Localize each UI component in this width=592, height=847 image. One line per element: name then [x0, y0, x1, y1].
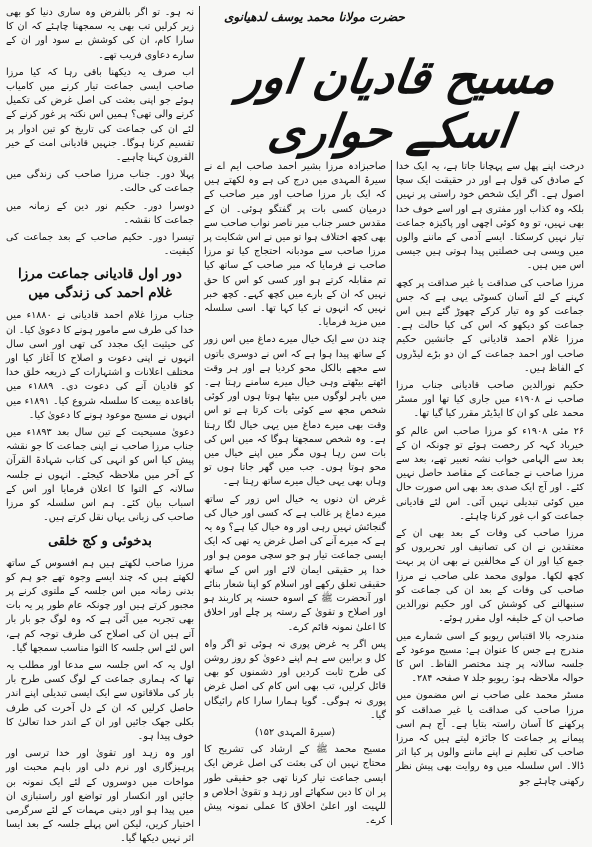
paragraph: اور وہ زہد اور تقویٰ اور خدا ترسی اور پرہیزگاری اور نرم دلی اور باہم محبت اور مواخات میں دوسروں کے لئے ایک نمونہ بن جائیں اور انکسار اور تواضع اور راستبازی ان میں پیدا ہو اور دینی مہمات کے لئے سرگرمی اختیار کریں، لیکن اس پہلے جلسہ کے بعد ایسا اثر نہیں دیکھا گیا۔ [6, 748, 194, 845]
paragraph: درخت اپنے پھل سے پہچانا جاتا ہے، یہ ایک خدا کے صادق کی قول ہے اور در حقیقت ایک سچا اصول ہے۔ اگر ایک شخص خود راستی پر نہیں بلکہ وہ کذاب اور مفتری ہے اور اسے خوف خدا بھی نہیں، تو وہ کوئی اچھی اور پاکیزہ جماعت تیار نہیں کرسکتا۔ ایسے آدمی کے ماننے والوں میں ویسی ہی خصلتیں پیدا ہوتی ہیں جیسی اس میں ہیں۔ [396, 161, 584, 272]
paragraph: جناب مرزا غلام احمد قادیانی نے ۱۸۸۰ء میں خدا کی طرف سے مامور ہونے کا دعویٰ کیا۔ ان کی حیثیت ایک مجدد کی تھی اور اسی سال انہوں نے اپنی دعوت و اصلاح کا آغاز کیا اور مختلف اعلانات و اشتہارات کے ذریعہ خلق خدا کو قادیان آنے کی دعوت دی۔ ۱۸۸۹ء میں باقاعدہ بیعت کا سلسلہ شروع کیا۔ ۱۸۹۱ء میں انہوں نے مسیح موعود ہونے کا دعویٰ کیا۔ [6, 310, 194, 421]
paragraph: مندرجہ بالا اقتباس ریویو کے اسی شمارے میں مندرج ہے جس کا عنوان ہے: مسیح موعود کے جلسہ سالانہ پر چند مختصر الفاظ۔ اس کا حوالہ ملاحظہ ہو: ریویو جلد ۷ صفحہ ۲۸۴۔ [396, 630, 584, 685]
paragraph: اول یہ کہ اس جلسہ سے مدعا اور مطلب یہ تھا کہ ہماری جماعت کے لوگ کسی طرح بار بار کی ملاقاتوں سے ایک ایسی تبدیلی اپنے اندر حاصل کرلیں کہ ان کے دل آخرت کی طرف بکلی جھک جائیں اور ان کے اندر خدا تعالیٰ کا خوف پیدا ہو۔ [6, 659, 194, 742]
paragraph: مسٹر محمد علی صاحب نے اس مضمون میں مرزا صاحب کی صداقت یا غیر صداقت کو پرکھنے کا آسان راستہ بتایا ہے۔ آج ہم اسی پیمانے پر جماعت کا جائزہ لیتے ہیں کہ مرزا صاحب کی تعلیم نے اپنے ماننے والوں پر کیا اثر ڈالا۔ اس سلسلہ میں وہ روایت بھی پیش نظر رکھنی چاہئے جو [396, 690, 584, 787]
paragraph: اب صرف یہ دیکھنا باقی رہا کہ کیا مرزا صاحب ایسی جماعت تیار کرنے میں کامیاب ہوئے جو اپنی بعثت کی اصل غرض کی تکمیل کرنے والی تھی؟ ہمیں اس نکتہ پر غور کرنے کے لئے ان کی جماعت کی تاریخ کو تین ادوار پر تقسیم کرنا ہوگا۔ جنہیں قادیانی امت کے خیر القرون کہنا چاہیے۔ [6, 66, 194, 164]
paragraph: غرض ان دنوں یہ خیال اس زور کے ساتھ میرے دماغ پر غالب ہے کہ کسی اور خیال کی گنجائش نہیں رہی اور وہ خیال کیا ہے؟ وہ یہ ہے کہ میرے آنے کی اصل غرض یہ تھی کہ ایک ایسی جماعت تیار ہو جو سچی مومن ہو اور خدا پر حقیقی ایمان لائے اور اس کے ساتھ حقیقی تعلق رکھے اور اسلام کو اپنا شعار بنائے اور آنحضرت ﷺ کے اسوہ حسنہ پر کاربند ہو اور اصلاح و تقویٰ کے رستہ پر چلے اور اخلاق کا اعلیٰ نمونہ قائم کرے۔ [204, 493, 386, 633]
text-column-left [6, 6, 194, 845]
section-heading: بدخوئی و کج خلقی [48, 533, 152, 549]
paragraph: چند دن سے ایک خیال میرے دماغ میں اس زور کے ساتھ پیدا ہوا ہے کہ اس نے دوسری باتوں سے مجھے بالکل محو کردیا ہے اور ہر وقت اٹھتے بیٹھتے وہی خیال میرے سامنے رہتا ہے۔ میں باہر لوگوں میں بیٹھا ہوتا ہوں اور کوئی شخص مجھ سے کوئی بات کرتا ہے تو اس وقت بھی میرے دماغ میں یہی خیال لگا رہتا ہے۔ وہ شخص سمجھتا ہوگا کہ میں اس کی بات سن رہا ہوں مگر میں اپنے خیال میں محو ہوتا ہوں۔ جب میں گھر جاتا ہوں تو وہاں بھی یہی خیال میرے ساتھ رہتا ہے۔ [204, 334, 386, 488]
paragraph: ۲۶ مئی ۱۹۰۸ء کو مرزا صاحب اس عالم کو خیرباد کہہ کر رخصت ہوئے تو چونکہ ان کے بعد سے الہامی خواب نشہ تعبیر تھے، بعد سے مرزا صاحب نے جماعت کے مقاصد حاصل نہیں کئے۔ اور آج ایک صدی بعد بھی اس صورت حال میں کوئی تبدیلی نہیں آئی۔ اس لئے قادیانی جماعت کو اب غور کرنا چاہئے۔ [396, 425, 584, 522]
paragraph: دوسرا دور۔ حکیم نور دین کے زمانہ میں جماعت کا نقشہ۔ [6, 200, 194, 226]
paragraph: مرزا صاحب لکھتے ہیں ہم افسوس کے ساتھ لکھتے ہیں کہ چند ایسے وجوہ تھے جو ہم کو بدنی زمانہ میں اس جلسہ کے ملتوی کرنے پر مجبور کرتے ہیں اور چونکہ عام طور پر یہ بات بھی تجربہ میں آئی ہے کہ وہ لوگ جو بار بار آتے ہیں ان کی اصلاح کی طرف توجہ کم ہے، اس لئے اس جلسہ کا التوا مناسب سمجھا گیا۔ [6, 557, 194, 654]
article-byline: حضرت مولانا محمد یوسف لدھیانوی [224, 10, 405, 24]
paragraph: صاحبزادہ مرزا بشیر احمد صاحب ایم اے نے سیرۃ المہدی میں درج کی ہے وہ لکھتے ہیں کہ ایک بار مرزا صاحب اور میر صاحب کے درمیان کسی بات پر گفتگو ہوئی۔ ان کے مقدس خسر جناب میر ناصر نواب صاحب سے بھی کچھ اختلاف ہوا تو میں نے اس شکایت پر مرزا صاحب سے مودبانہ احتجاج کیا تو مرزا صاحب نے فرمایا کہ میر صاحب کے ساتھ کیا تم مقابلہ کرتے ہو اور کسی کو اس کا حق نہیں کہ ان کے بارے میں کچھ کہے۔ کچھ خبر نہیں کہ انہوں نے کیا کہا تھا۔ اسی سلسلہ میں مزید فرمایا۔ [204, 161, 386, 329]
citation: (سیرۃ المہدی ۱۵۲) [254, 726, 336, 738]
section-heading: دور اول قادیانی جماعت مرزا غلام احمد کی زندگی میں [18, 266, 182, 302]
paragraph: مسیح محمد ﷺ کے ارشاد کی تشریح کا محتاج نہیں ان کی بعثت کی اصل غرض ایک ایسی جماعت تیار کرنا تھی جو حقیقی طور پر ان کا دین سکھائے اور زہد و تقویٰ اخلاص و للہیت اور اعلیٰ اخلاق کا عملی نمونہ پیش کرے۔ [204, 744, 386, 827]
paragraph: پہلا دور۔ جناب مرزا صاحب کی زندگی میں جماعت کی حالت۔ [6, 169, 194, 195]
text-column-middle [204, 160, 386, 828]
paragraph: حکیم نورالدین صاحب قادیانی جناب مرزا صاحب نے ۱۹۰۸ء میں جاری کیا تھا اور مسٹر محمد علی کو ان کا ایڈیٹر مقرر کیا گیا تھا۔ [396, 380, 585, 420]
article-headline: مسیح قادیان اور اسکے حواری [236, 50, 560, 158]
paragraph: پس اگر یہ غرض پوری نہ ہوئی تو اگر واہ کل و برابین سے ہم اپنے دعویٰ کو روز روشن کی طرح ثابت کردیں اور دشمنوں کو بھی قائل کرلیں، تب بھی اس کام کی اصل غرض پوری نہ ہوگی۔ گویا ہمارا سارا کام رائیگاں گیا۔ [204, 638, 386, 721]
paragraph: تیسرا دور۔ حکیم صاحب کے بعد جماعت کی کیفیت۔ [6, 232, 194, 258]
paragraph: مرزا صاحب کی وفات کے بعد بھی ان کے معتقدین نے ان کی تصانیف اور تحریروں کو جمع کیا اور ان کے مخالفین نے بھی ان پر بہت کچھ لکھا۔ مولوی محمد علی صاحب نے مرزا صاحب کی وفات کے بعد ان کی جماعت کو سنبھالنے کی کوشش کی اور حکیم نورالدین صاحب ان کے خلیفہ اول مقرر ہوئے۔ [396, 528, 584, 625]
text-column-right [396, 160, 584, 828]
column-divider [391, 160, 392, 825]
paragraph: مرزا صاحب کی صداقت یا غیر صداقت پر کچھ کہنے کے لئے آسان کسوٹی یہی ہے کہ جس جماعت کو وہ تیار کرکے چھوڑ گئے ہیں اس جماعت کو دیکھو کہ اس کی کیا حالت ہے۔ مرزا غلام احمد قادیانی کے جانشین حکیم صاحب اور احمد جماعت کے ان دو بڑے لیڈروں کے الفاظ ہیں۔ [396, 277, 584, 374]
paragraph: دعویٰ مسیحیت کے تین سال بعد ۱۸۹۳ء میں جناب مرزا صاحب نے اپنی جماعت کا جو نقشہ پیش کیا اس کو انہی کی کتاب شہادۃ القرآن کے آخر میں ملاحظہ کیجئے۔ انہوں نے جلسہ سالانہ کے التوا کا اعلان فرمایا اور اس کے اسباب بیان کئے۔ ہم اس سلسلہ کو مرزا صاحب کی زبانی یہاں نقل کرتے ہیں۔ [6, 427, 194, 524]
article-header [204, 6, 584, 156]
paragraph: نہ ہو۔ تو اگر بالفرض وہ ساری دنیا کو بھی زیر کرلیں تب بھی یہ سمجھنا چاہئے کہ ان کا سارا کام، ان کی کوشش بے سود اور ان کے سارے دعاوی فریب تھے۔ [6, 7, 194, 61]
